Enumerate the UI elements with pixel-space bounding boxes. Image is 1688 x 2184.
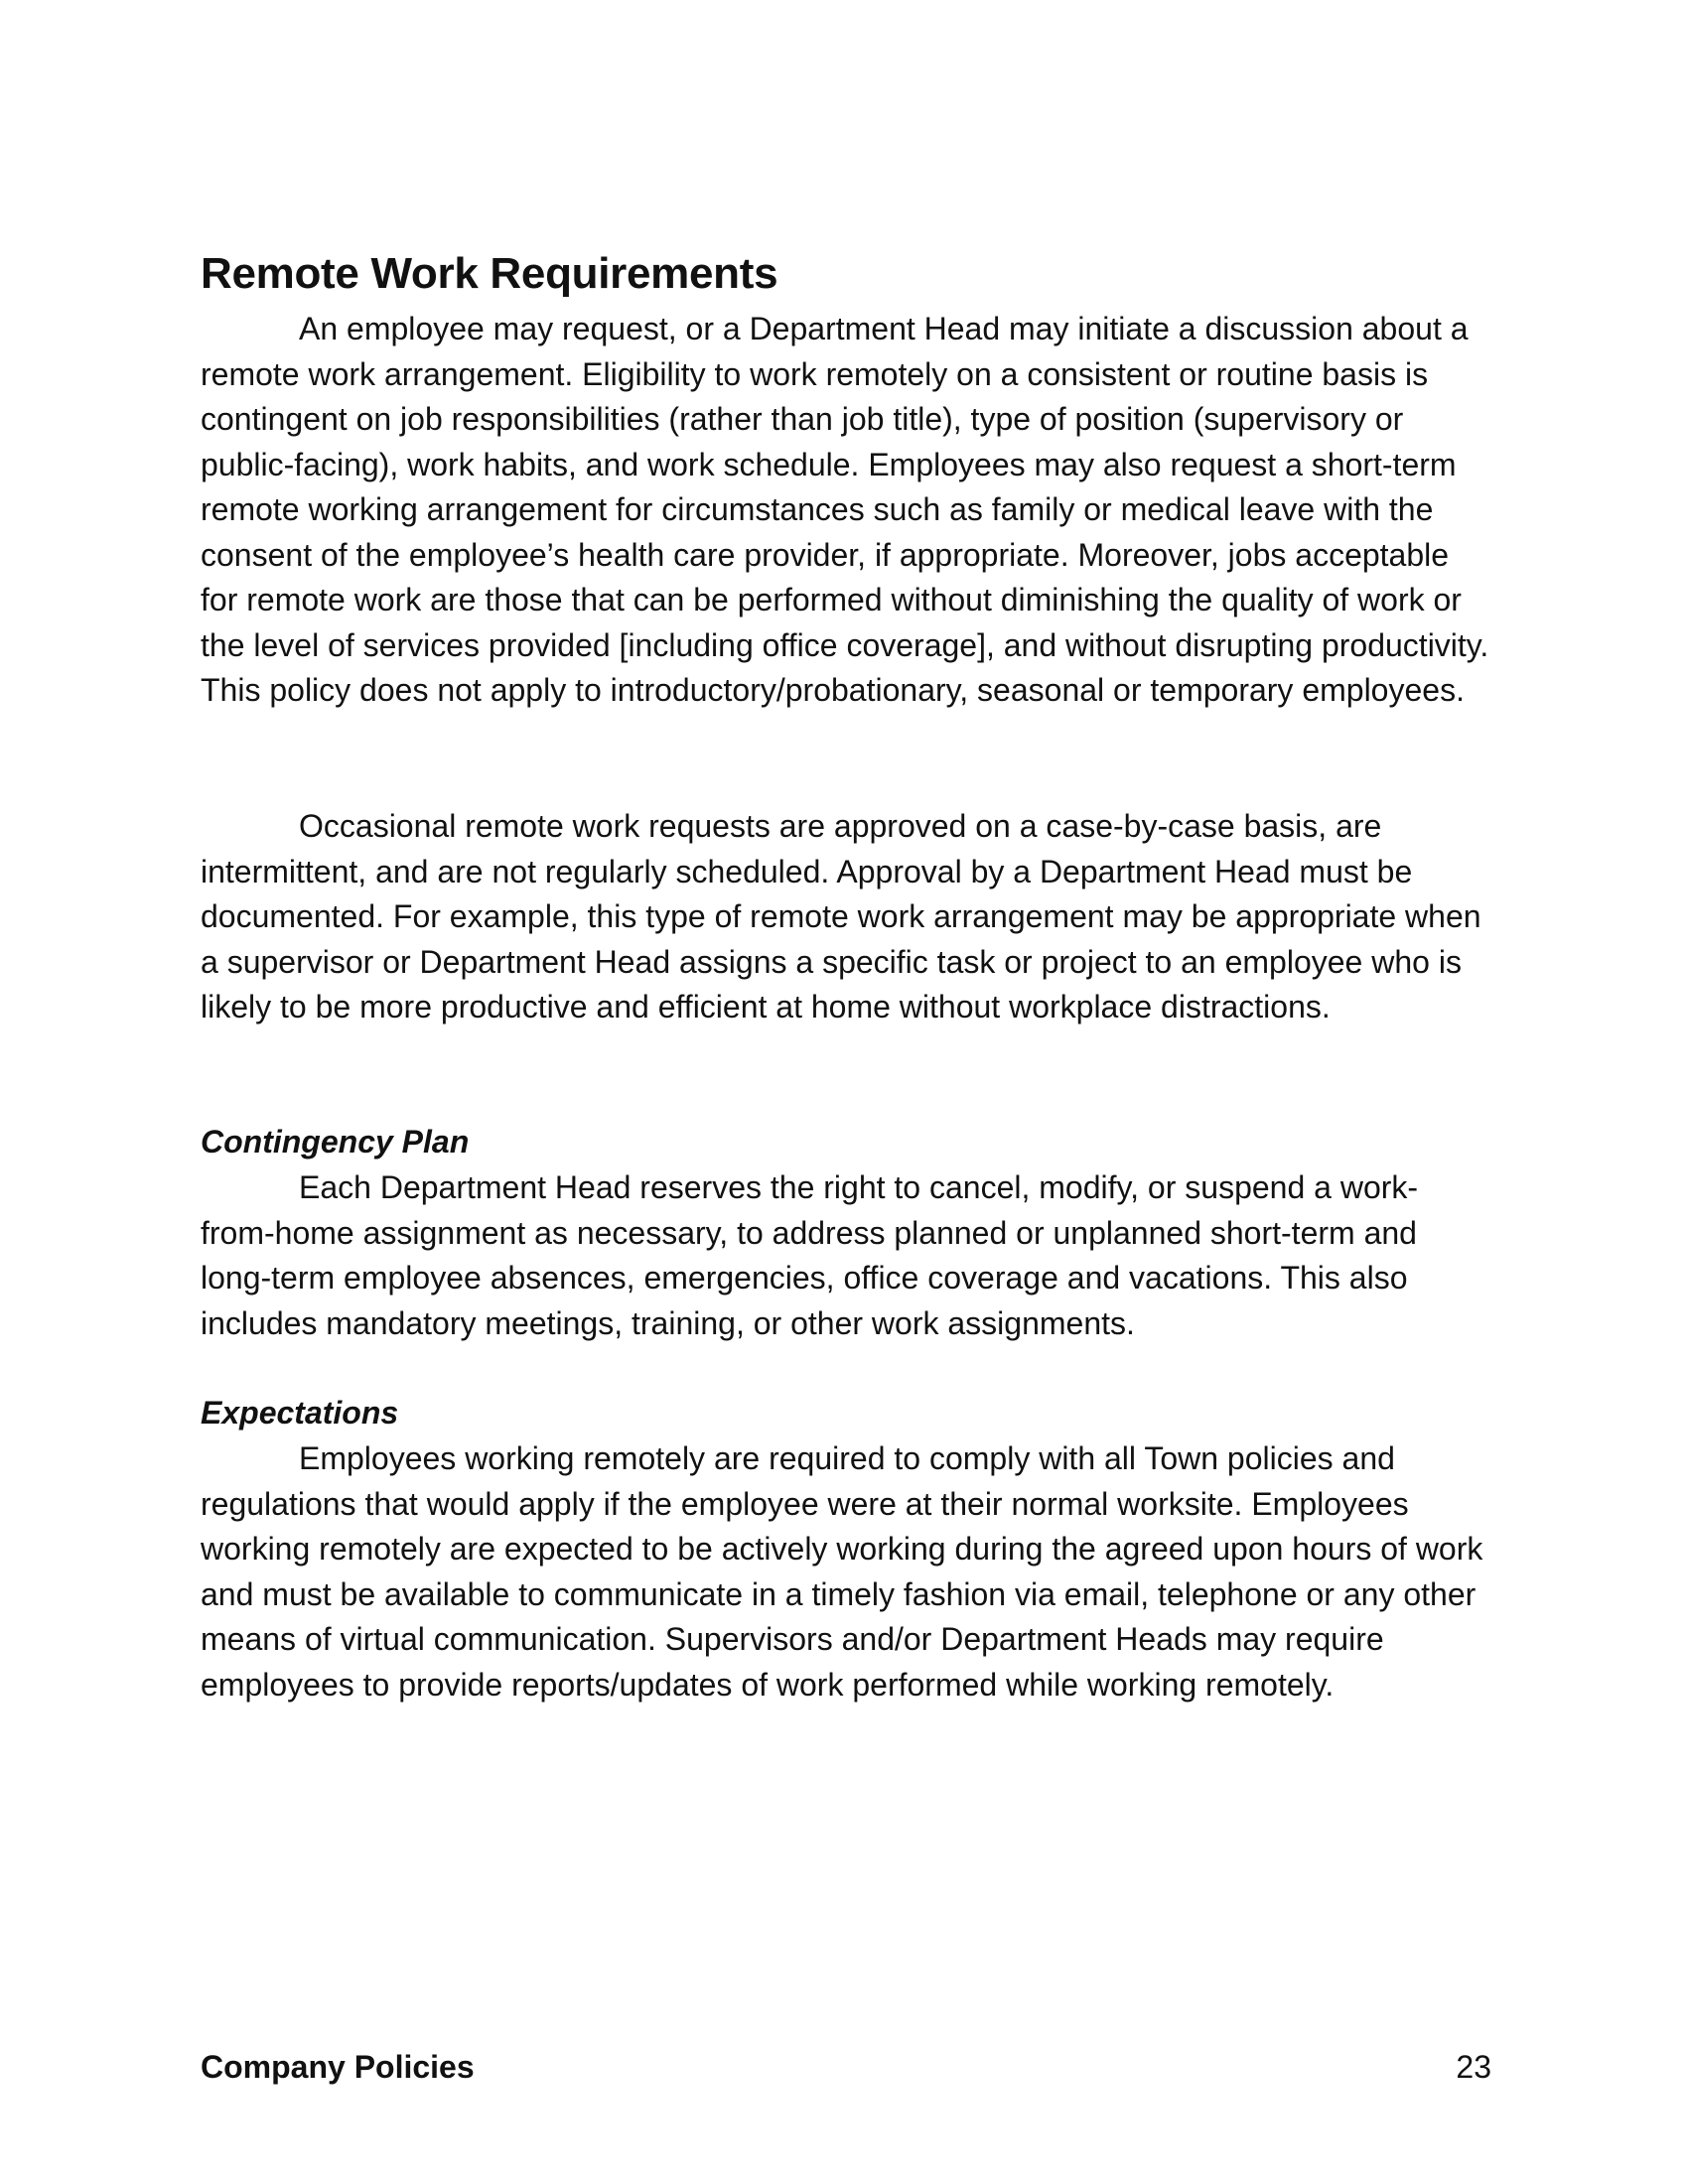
section-body-contingency-plan: Each Department Head reserves the right to cancel, modify, or suspend a work-from-home assignment as necessary, to address planned or unplanned short-term and long-term employee absences, emergencies, office coverage and vacations. This also includes mandatory meetings, training, or other work assignments. [201, 1169, 1419, 1341]
page-title: Remote Work Requirements [201, 249, 778, 298]
footer-label: Company Policies [201, 2049, 475, 2085]
document-page [201, 0, 1491, 2184]
body-paragraph-occasional-requests: Occasional remote work requests are approved on a case-by-case basis, are intermittent, and are not regularly scheduled. Approval by a Department Head must be documented. For example, this type of remote work arrangement may be appropriate when a supervisor or Department Head assigns a specific task or project to an employee who is likely to be more productive and efficient at home without workplace distractions. [201, 808, 1481, 1024]
section-heading-expectations: Expectations [201, 1395, 399, 1431]
section-heading-contingency-plan: Contingency Plan [201, 1124, 470, 1160]
section-body-expectations: Employees working remotely are required to comply with all Town policies and regulations that would apply if the employee were at their normal worksite. Employees working remotely are expected to be actively working during the agreed upon hours of work and must be available to communicate in a timely fashion via email, telephone or any other means of virtual communication. Supervisors and/or Department Heads may require employees to provide reports/updates of work performed while working remotely. [201, 1440, 1483, 1703]
body-paragraph-eligibility: An employee may request, or a Department Head may initiate a discussion about a remote work arrangement. Eligibility to work remotely on a consistent or routine basis is contingent on job responsibilities (rather than job title), type of position (supervisory or public-facing), work habits, and work schedule. Employees may also request a short-term remote working arrangement for circumstances such as family or medical leave with the consent of the employee’s health care provider, if appropriate. Moreover, jobs acceptable for remote work are those that can be performed without diminishing the quality of work or the level of services provided [including office coverage], and without disrupting productivity. This policy does not apply to introductory/probationary, seasonal or temporary employees. [201, 311, 1489, 708]
page-number: 23 [1456, 2049, 1491, 2085]
